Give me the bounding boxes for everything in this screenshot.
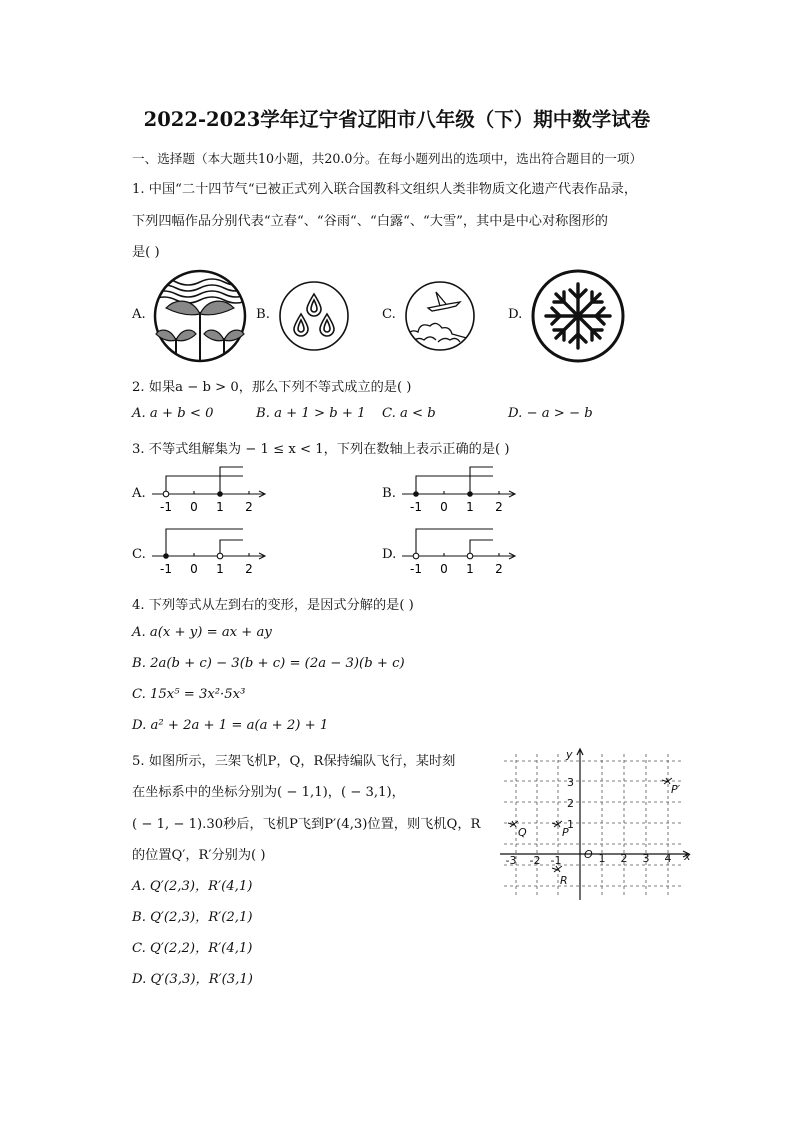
- tick-label: 0: [190, 562, 198, 576]
- x-tick-label: -3: [505, 854, 517, 867]
- tick-label: 1: [466, 562, 474, 576]
- q5-option-b: B. Q′(2,3)，R′(2,1): [132, 910, 253, 925]
- x-tick-label: 2: [620, 852, 628, 865]
- white-dew-bird-icon: [404, 280, 476, 352]
- q1-option-b-label: B.: [256, 307, 270, 322]
- tick-label: 1: [216, 500, 224, 514]
- tick-label: 0: [440, 500, 448, 514]
- tick-label: 0: [190, 500, 198, 514]
- origin-label: O: [584, 848, 593, 861]
- plane-p: [552, 821, 562, 827]
- q5-stem-line4: 的位置Q′，R′分别为( ): [132, 848, 266, 863]
- q2-stem: 2. 如果a − b > 0，那么下列不等式成立的是( ): [132, 380, 412, 395]
- tick-label: 2: [495, 500, 503, 514]
- y-tick-label: 3: [567, 776, 574, 789]
- q4-option-a: A. a(x + y) = ax + ay: [132, 625, 272, 640]
- q1-option-c-label: C.: [382, 307, 396, 322]
- tick-label: 2: [245, 500, 253, 514]
- q5-coordinate-grid: [494, 746, 698, 904]
- q2-option-d: D. − a > − b: [508, 406, 593, 421]
- number-line-c: [148, 526, 272, 578]
- q3-option-b-label: B.: [382, 486, 396, 501]
- point-label-p: P: [562, 826, 569, 839]
- q1-stem-line1: 1. 中国“二十四节气“已被正式列入联合国教科文组织人类非物质文化遗产代表作品录，: [132, 182, 638, 197]
- q5-stem-line3: ( − 1, − 1).30秒后，飞机P飞到P′(4,3)位置，则飞机Q，R: [132, 817, 481, 832]
- page-title: 2022-2023学年辽宁省辽阳市八年级（下）期中数学试卷: [143, 108, 651, 131]
- tick-label: 0: [440, 562, 448, 576]
- q3-option-d-label: D.: [382, 547, 397, 562]
- tick-label: 2: [495, 562, 503, 576]
- tick-label: -1: [410, 500, 422, 514]
- q5-option-d: D. Q′(3,3)，R′(3,1): [132, 972, 253, 987]
- q5-option-c: C. Q′(2,2)，R′(4,1): [132, 941, 253, 956]
- snowflake-icon: [530, 268, 626, 364]
- q3-option-c-label: C.: [132, 547, 146, 562]
- point-label-r: R: [560, 874, 568, 887]
- q4-option-c: C. 15x⁵ = 3x²·5x³: [132, 687, 246, 702]
- rain-drops-icon: [278, 280, 350, 352]
- q3-option-a-label: A.: [132, 486, 146, 501]
- q2-option-a: A. a + b < 0: [132, 406, 214, 421]
- x-tick-label: 4: [664, 852, 672, 865]
- y-tick-label: 1: [567, 818, 574, 831]
- x-tick-label: -1: [550, 854, 562, 867]
- q5-stem-line1: 5. 如图所示，三架飞机P，Q，R保持编队飞行，某时刻: [132, 754, 456, 769]
- q5-stem-line2: 在坐标系中的坐标分别为( − 1,1)，( − 3,1)，: [132, 785, 405, 800]
- tick-label: 2: [245, 562, 253, 576]
- q3-stem: 3. 不等式组解集为 − 1 ≤ x < 1，下列在数轴上表示正确的是( ): [132, 442, 510, 457]
- number-line-b: [398, 464, 522, 516]
- tick-label: -1: [160, 500, 172, 514]
- q2-option-b: B. a + 1 > b + 1: [256, 406, 366, 421]
- tick-label: -1: [160, 562, 172, 576]
- q2-option-c: C. a < b: [382, 406, 436, 421]
- section-heading: 一、选择题（本大题共10小题，共20.0分。在每小题列出的选项中，选出符合题目的一项）: [132, 151, 643, 166]
- q1-stem-line2: 下列四幅作品分别代表“立春“、“谷雨“、“白露“、“大雪”，其中是中心对称图形的: [132, 214, 608, 229]
- q1-option-a-label: A.: [132, 307, 146, 322]
- point-label-q: Q: [518, 826, 527, 839]
- q5-option-a: A. Q′(2,3)，R′(4,1): [132, 879, 253, 894]
- q4-stem: 4. 下列等式从左到右的变形，是因式分解的是( ): [132, 598, 414, 613]
- y-tick-label: 2: [567, 797, 574, 810]
- x-tick-label: 3: [642, 852, 650, 865]
- tick-label: 1: [216, 562, 224, 576]
- tick-label: 1: [466, 500, 474, 514]
- q4-option-b: B. 2a(b + c) − 3(b + c) = (2a − 3)(b + c): [132, 656, 405, 671]
- tick-label: -1: [410, 562, 422, 576]
- x-tick-label: 1: [598, 852, 606, 865]
- y-axis-label: y: [566, 748, 573, 761]
- spring-sprout-icon: [152, 268, 248, 364]
- q1-stem-line3: 是( ): [132, 245, 160, 260]
- number-line-d: [398, 526, 522, 578]
- x-axis-label: x: [684, 850, 691, 863]
- x-tick-label: -2: [529, 854, 541, 867]
- q4-option-d: D. a² + 2a + 1 = a(a + 2) + 1: [132, 718, 329, 733]
- point-label-p-prime: P′: [671, 783, 681, 796]
- plane-q: [508, 821, 518, 827]
- q1-option-d-label: D.: [508, 307, 523, 322]
- number-line-a: [148, 464, 272, 516]
